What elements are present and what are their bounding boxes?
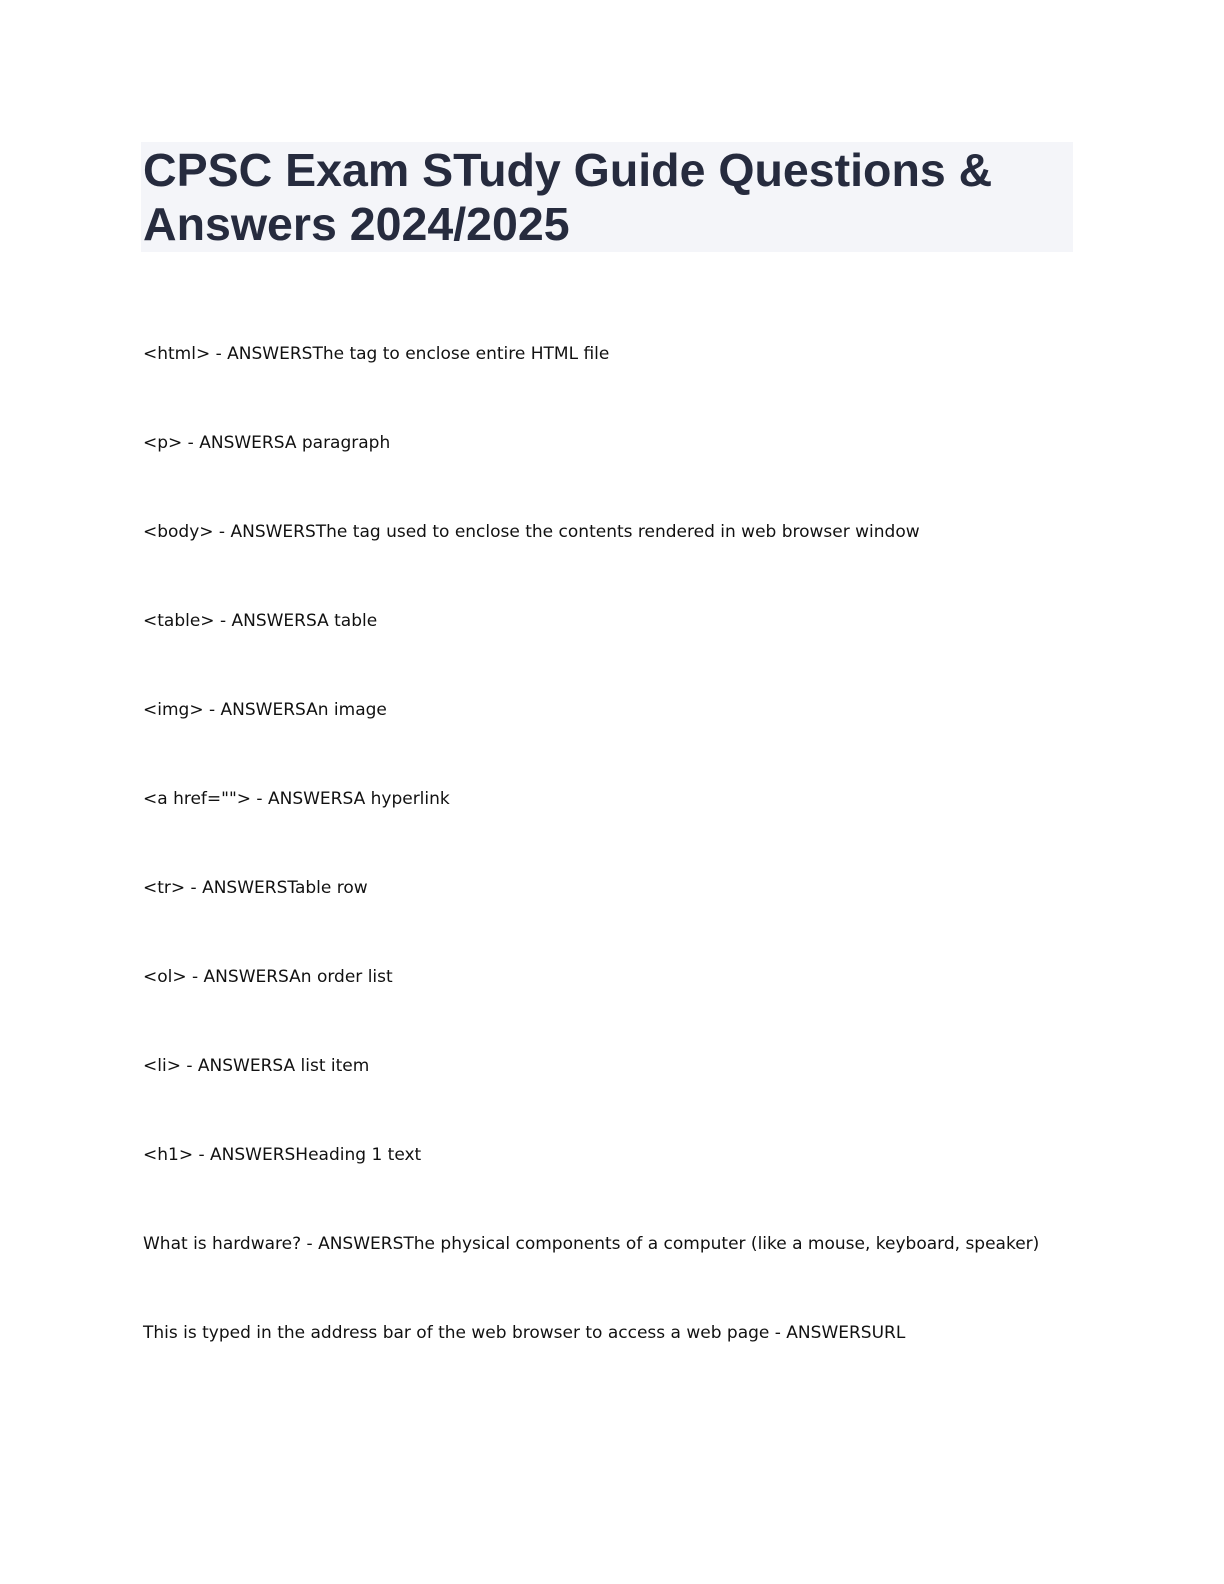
qa-item: <p> - ANSWERSA paragraph [143,433,391,453]
qa-item: <html> - ANSWERSThe tag to enclose entire HTML file [143,344,610,364]
qa-item: <table> - ANSWERSA table [143,611,378,631]
qa-item: <img> - ANSWERSAn image [143,700,387,720]
qa-item: <li> - ANSWERSA list item [143,1056,370,1076]
qa-item: <body> - ANSWERSThe tag used to enclose the contents rendered in web browser window [143,522,920,542]
qa-list [143,340,1078,1408]
document-title: CPSC Exam STudy Guide Questions & Answers 2024/2025 [143,144,993,250]
qa-item: <tr> - ANSWERSTable row [143,878,368,898]
qa-item: <a href=""> - ANSWERSA hyperlink [143,789,450,809]
qa-item: <ol> - ANSWERSAn order list [143,967,393,987]
qa-item: What is hardware? - ANSWERSThe physical components of a computer (like a mouse, keyboard, speaker) [143,1234,1040,1254]
qa-item: This is typed in the address bar of the web browser to access a web page - ANSWERSURL [143,1323,906,1343]
qa-item: <h1> - ANSWERSHeading 1 text [143,1145,422,1165]
